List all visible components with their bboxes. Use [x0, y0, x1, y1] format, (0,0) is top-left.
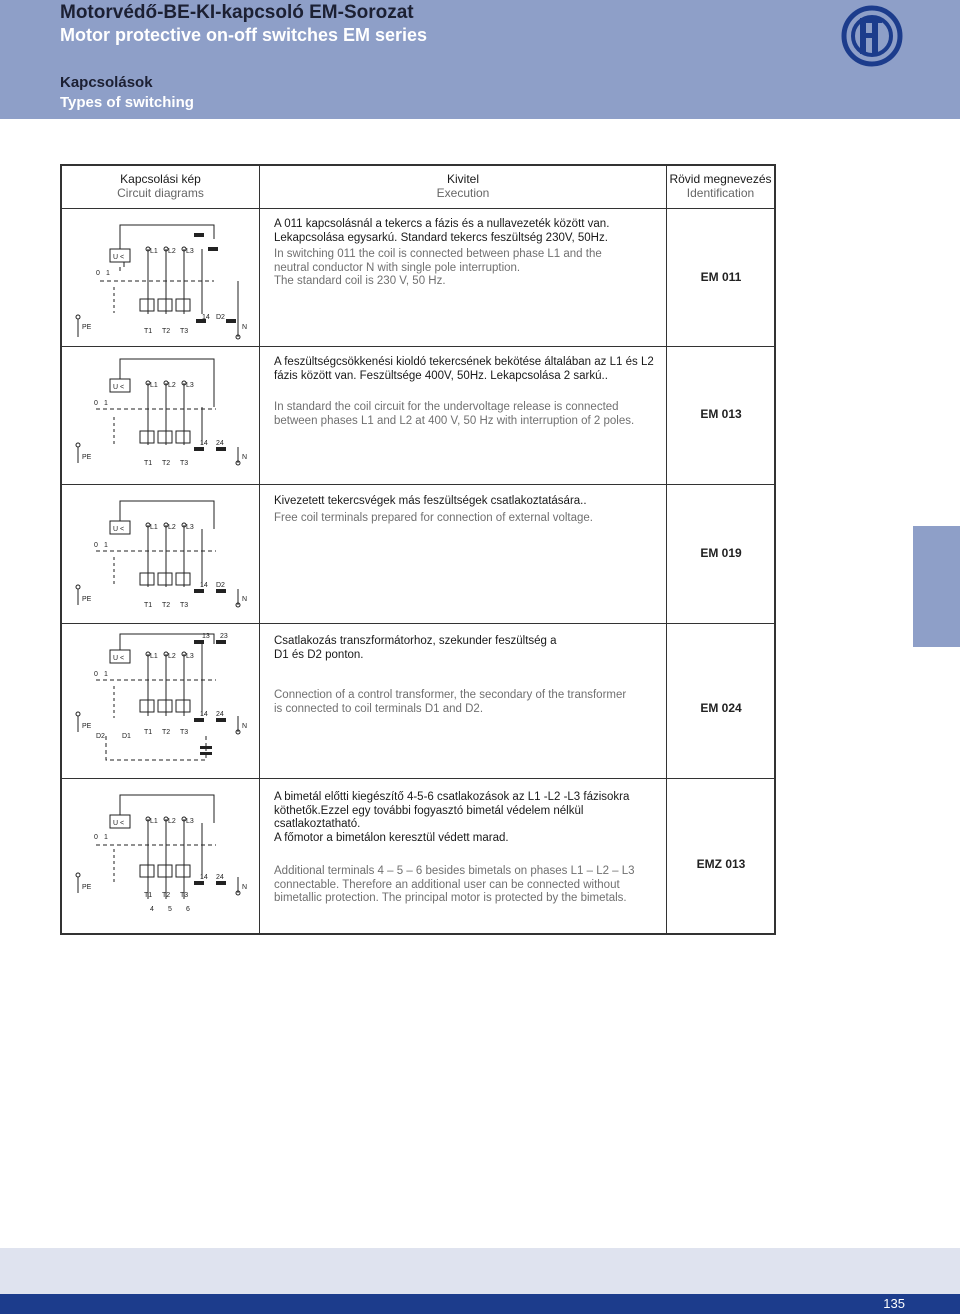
svg-text:14: 14 [200, 440, 208, 447]
svg-text:D2: D2 [216, 314, 225, 321]
chapter-side-tab [913, 526, 960, 647]
circuit-diagram-em011 [66, 209, 258, 346]
svg-text:T1: T1 [144, 892, 153, 899]
svg-text:T1: T1 [144, 460, 153, 467]
execution-text: Csatlakozás transzformátorhoz, szekunder feszültség a D1 és D2 ponton. Connection of a control transformer, the secondary of the transformer is connected to coil terminals D1 and D2. [274, 635, 627, 715]
svg-text:T1: T1 [144, 729, 153, 736]
svg-text:N: N [242, 324, 248, 331]
svg-text:L3: L3 [186, 248, 194, 255]
svg-text:1: 1 [104, 834, 108, 841]
circuit-diagram-em013 [66, 347, 258, 484]
svg-text:U <: U < [113, 384, 125, 391]
svg-text:0: 0 [94, 542, 98, 549]
footer-band [0, 1248, 960, 1294]
svg-text:1: 1 [104, 400, 108, 407]
svg-text:T3: T3 [180, 892, 189, 899]
svg-text:1: 1 [106, 270, 110, 277]
svg-text:L2: L2 [168, 653, 176, 660]
svg-text:14: 14 [200, 582, 208, 589]
svg-text:0: 0 [94, 834, 98, 841]
table-row [62, 624, 774, 778]
svg-text:D1: D1 [122, 733, 131, 740]
svg-text:4: 4 [150, 906, 154, 913]
svg-text:L1: L1 [150, 653, 158, 660]
svg-text:L1: L1 [150, 248, 158, 255]
section-title-hu: Kapcsolások [60, 74, 153, 91]
svg-text:T2: T2 [162, 892, 171, 899]
svg-text:T2: T2 [162, 328, 171, 335]
execution-text: A feszültségcsökkenési kioldó tekercsének bekötése általában az L1 és L2 fázis között van. Feszültsége 400V, 50Hz. Lekapcsolása 2 sarkú.. In standard the coil circuit for the undervoltage release is connected between phases L1 and L2 at 400 V, 50 Hz with interruption of 2 poles. [274, 356, 654, 427]
identification-code: EM 011 [700, 270, 742, 284]
switching-types-table [60, 164, 776, 935]
svg-text:5: 5 [168, 906, 172, 913]
execution-text: A 011 kapcsolásnál a tekercs a fázis és a nullavezeték között van. Lekapcsolása egysarkú. Standard tekercs feszültség 230V, 50Hz. In switching 011 the coil is connected between phase L1 and the neutral conductor N with single pole interruption. The standard coil is 230 V, 50 Hz. [274, 218, 610, 287]
svg-text:U <: U < [113, 526, 125, 533]
svg-text:L1: L1 [150, 382, 158, 389]
svg-text:T2: T2 [162, 460, 171, 467]
svg-text:L3: L3 [186, 818, 194, 825]
svg-text:L2: L2 [168, 382, 176, 389]
svg-text:L1: L1 [150, 818, 158, 825]
svg-text:L2: L2 [168, 524, 176, 531]
svg-text:T3: T3 [180, 602, 189, 609]
svg-text:L2: L2 [168, 818, 176, 825]
footer-bar [0, 1294, 960, 1314]
table-row [62, 209, 774, 346]
page-header [0, 0, 960, 119]
fc-monogram-logo [840, 4, 904, 68]
svg-text:T2: T2 [162, 602, 171, 609]
svg-text:PE: PE [82, 596, 92, 603]
section-title-en: Types of switching [60, 94, 194, 111]
svg-text:U <: U < [113, 655, 125, 662]
svg-text:N: N [242, 723, 248, 730]
identification-code: EMZ 013 [696, 857, 746, 871]
svg-text:L3: L3 [186, 653, 194, 660]
execution-text: Kivezetett tekercsvégek más feszültségek csatlakoztatására.. Free coil terminals prepared for connection of external voltage. [274, 495, 593, 524]
page-title-en: Motor protective on-off switches EM series [60, 25, 428, 45]
svg-text:0: 0 [94, 400, 98, 407]
circuit-diagram-emz013 [66, 779, 258, 935]
svg-text:L3: L3 [186, 524, 194, 531]
svg-text:PE: PE [82, 454, 92, 461]
svg-text:N: N [242, 454, 248, 461]
svg-text:L1: L1 [150, 524, 158, 531]
svg-text:T1: T1 [144, 602, 153, 609]
header-identification: Rövid megnevezés Identification [669, 172, 772, 200]
svg-text:14: 14 [202, 314, 210, 321]
identification-code: EM 013 [700, 407, 742, 421]
page-number: 135 [883, 1296, 905, 1311]
svg-text:N: N [242, 596, 248, 603]
svg-text:D2: D2 [96, 733, 105, 740]
table-row [62, 347, 774, 484]
circuit-diagram-em024 [66, 624, 258, 778]
svg-text:6: 6 [186, 906, 190, 913]
svg-text:1: 1 [104, 542, 108, 549]
identification-code: EM 024 [700, 701, 742, 715]
svg-text:23: 23 [220, 633, 228, 640]
svg-text:U <: U < [113, 820, 125, 827]
svg-text:T1: T1 [144, 328, 153, 335]
svg-text:24: 24 [216, 711, 224, 718]
svg-text:U <: U < [113, 254, 125, 261]
svg-text:L2: L2 [168, 248, 176, 255]
table-row [62, 485, 774, 623]
svg-text:T3: T3 [180, 460, 189, 467]
svg-text:24: 24 [216, 440, 224, 447]
svg-text:L3: L3 [186, 382, 194, 389]
svg-text:N: N [242, 884, 248, 891]
identification-code: EM 019 [700, 546, 742, 560]
svg-text:1: 1 [104, 671, 108, 678]
table-row [62, 779, 774, 935]
execution-text: A bimetál előtti kiegészítő 4-5-6 csatlakozások az L1 -L2 -L3 fázisokra köthetők.Ezzel egy további fogyasztó bimetál védelem nélkül csatlakoztatható. A főmotor a bimetálon keresztül védett marad. Additional terminals 4 – 5 – 6 besides bimetals on phases L1 – L2 – L3 connectable. Therefore an additional user can be connected without bimetallic protection. The principal motor is protected by the bimetals. [274, 791, 635, 904]
header-execution: Kivitel Execution [436, 172, 490, 200]
svg-text:14: 14 [200, 874, 208, 881]
svg-text:T3: T3 [180, 328, 189, 335]
page-title-hu: Motorvédő-BE-KI-kapcsoló EM-Sorozat [60, 2, 414, 23]
svg-text:24: 24 [216, 874, 224, 881]
svg-text:0: 0 [96, 270, 100, 277]
svg-text:PE: PE [82, 324, 92, 331]
svg-text:0: 0 [94, 671, 98, 678]
svg-text:PE: PE [82, 884, 92, 891]
header-circuit-diagrams: Kapcsolási kép Circuit diagrams [117, 172, 204, 200]
svg-text:PE: PE [82, 723, 92, 730]
circuit-diagram-em019 [66, 485, 258, 623]
svg-text:14: 14 [200, 711, 208, 718]
svg-text:T3: T3 [180, 729, 189, 736]
svg-text:13: 13 [202, 633, 210, 640]
svg-text:D2: D2 [216, 582, 225, 589]
svg-text:T2: T2 [162, 729, 171, 736]
